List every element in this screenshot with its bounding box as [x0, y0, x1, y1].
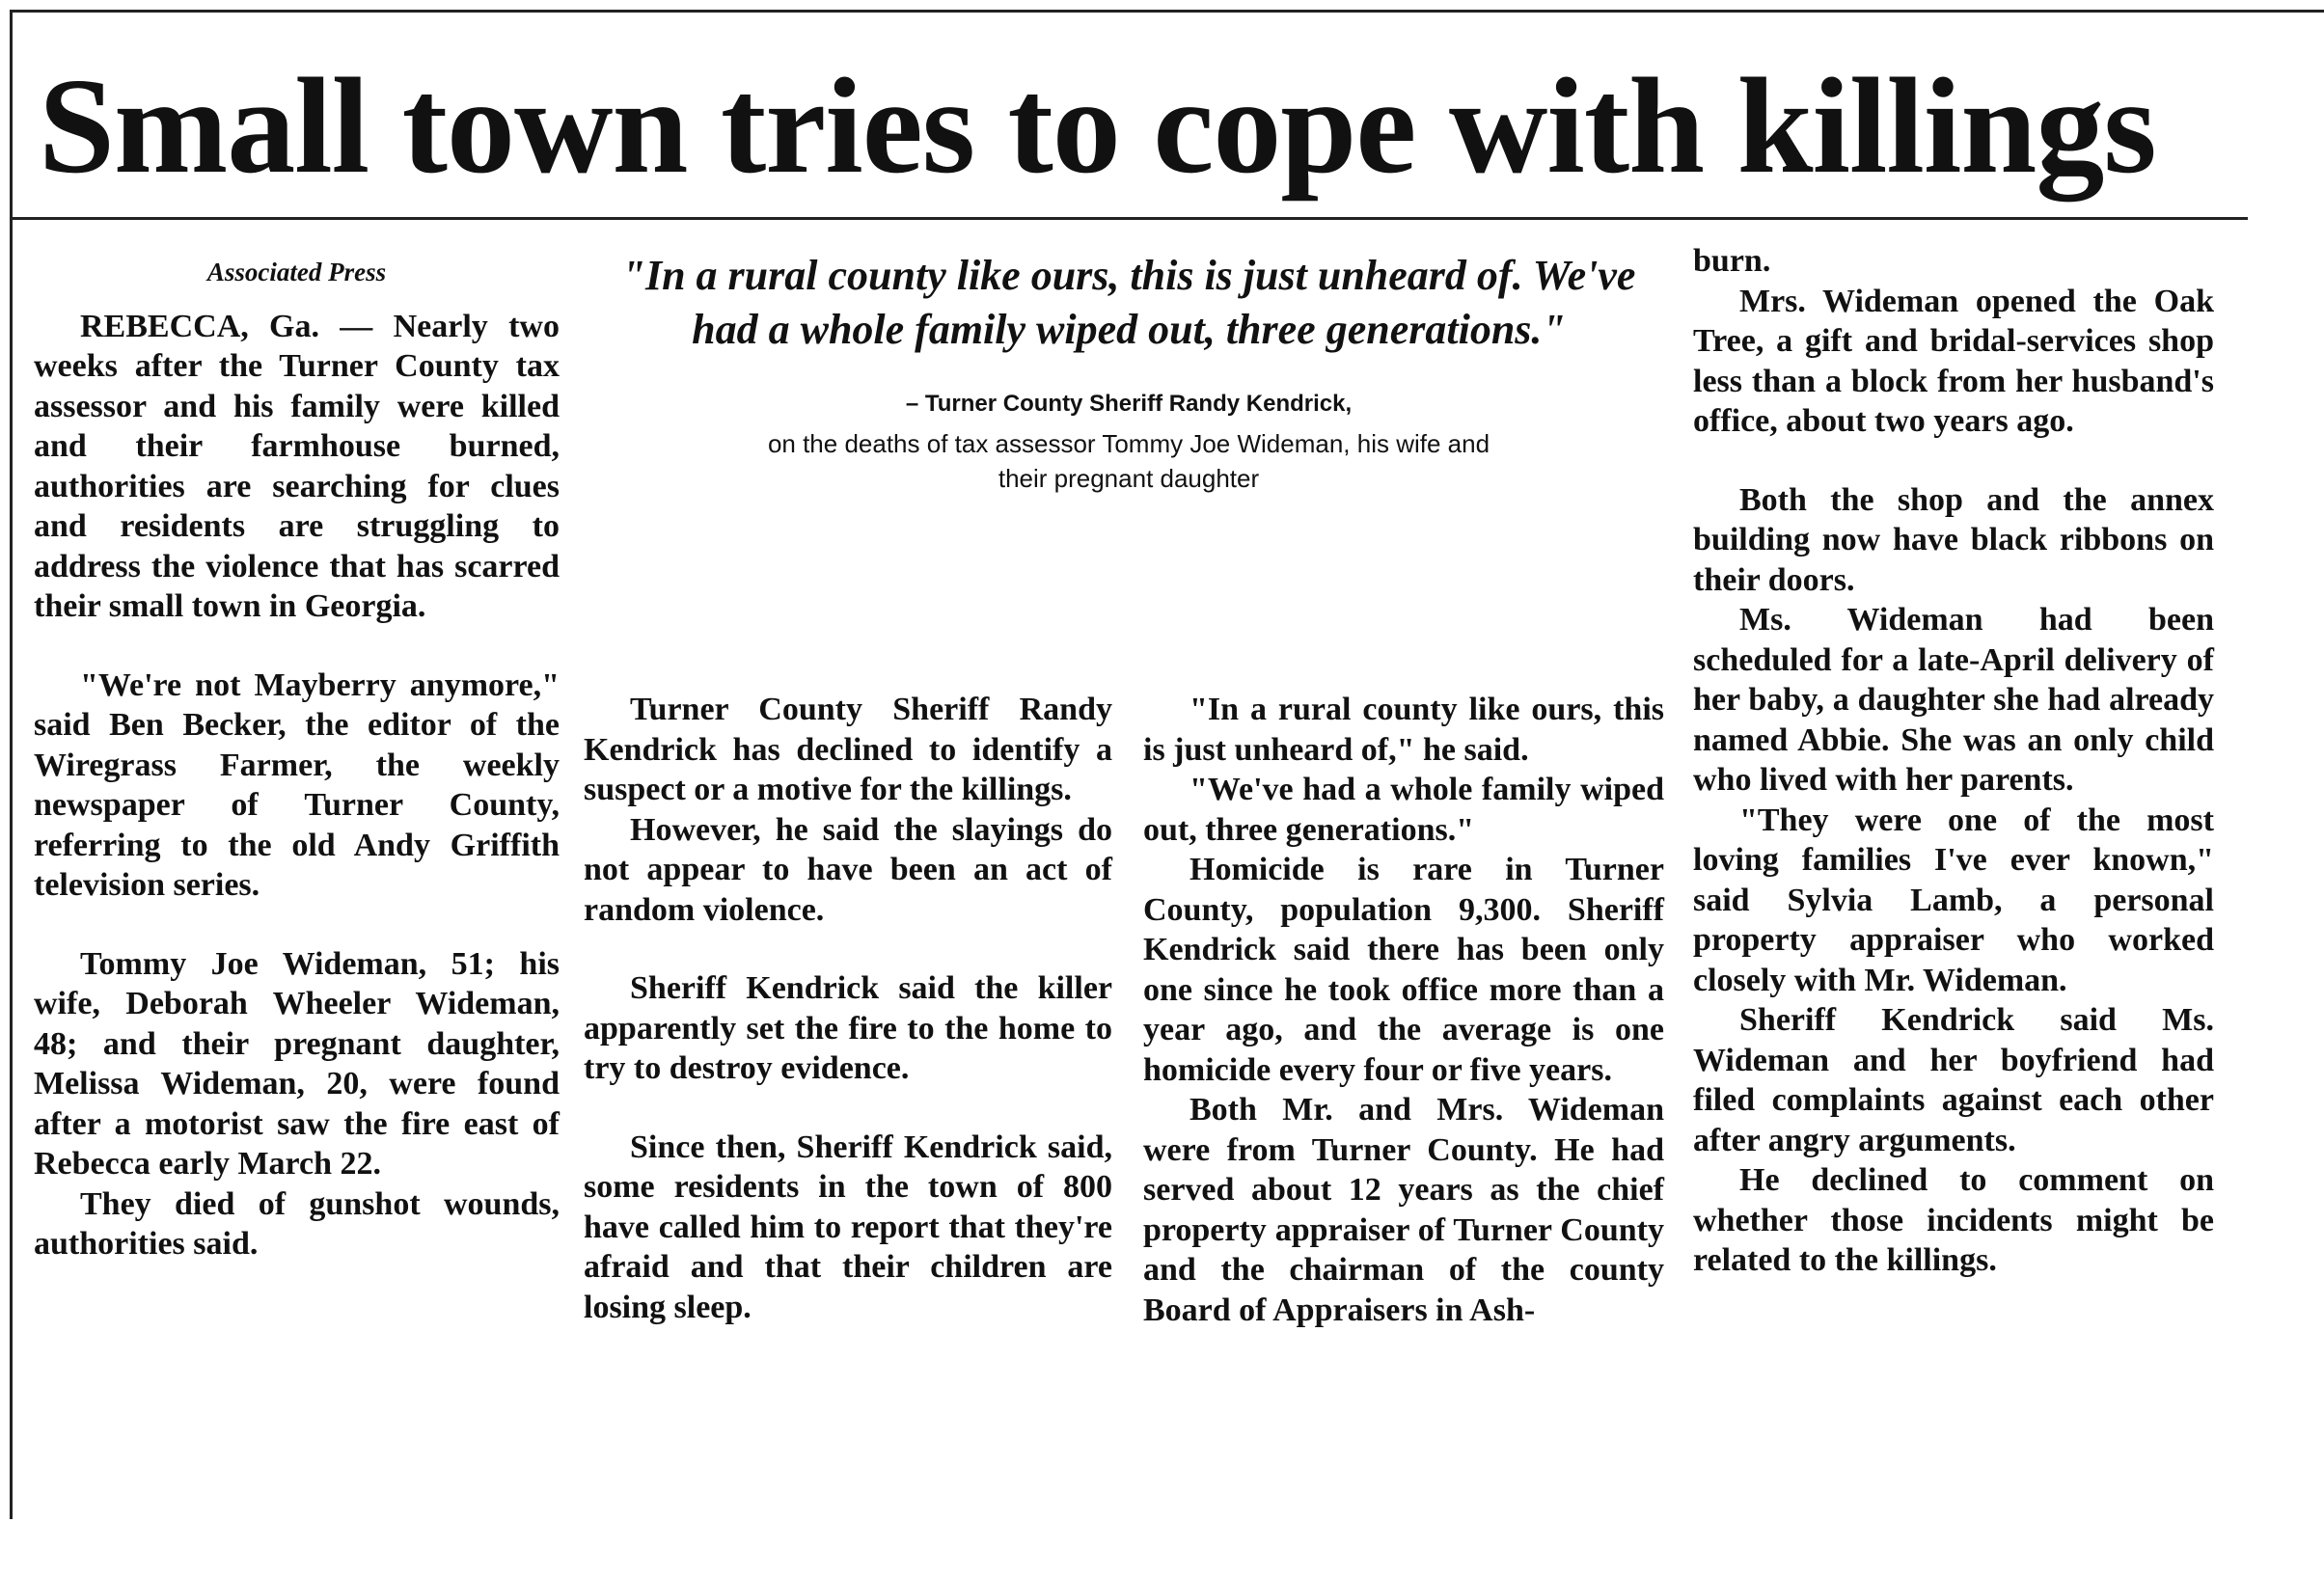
pull-quote-attribution: – Turner County Sheriff Randy Kendrick, — [905, 391, 1353, 417]
headline: Small town tries to cope with killings — [39, 49, 2156, 202]
paragraph: "We've had a whole family wiped out, three generations." — [1143, 772, 1664, 848]
pull-quote-context-line: their pregnant daughter — [998, 464, 1260, 493]
column-4 — [1693, 241, 2214, 1281]
paragraph: Ms. Wideman had been scheduled for a late-April delivery of her baby, a daughter she had already named Abbie. She was an only child who lived with her parents. — [1693, 602, 2214, 798]
paragraph: Homicide is rare in Turner County, population 9,300. Sheriff Kendrick said there has been only one since he took office more than a year ago, and the average is one homicide every four or five years. — [1143, 852, 1664, 1088]
column-3 — [1143, 690, 1664, 1330]
paragraph: "They were one of the most loving families I've ever known," said Sylvia Lamb, a personal property appraiser who worked closely with Mr. Wideman. — [1693, 802, 2214, 998]
paragraph: burn. — [1693, 243, 1771, 279]
pull-quote-context-line: on the deaths of tax assessor Tommy Joe Wideman, his wife and — [767, 429, 1490, 458]
paragraph: Sheriff Kendrick said the killer apparently set the fire to the home to try to destroy evidence. — [584, 970, 1112, 1086]
paragraph: Both the shop and the annex building now have black ribbons on their doors. — [1693, 481, 2214, 598]
pull-quote-text: "In a rural county like ours, this is just unheard of. We've had a whole family wiped out, three generations." — [621, 252, 1636, 353]
paragraph: Since then, Sheriff Kendrick said, some residents in the town of 800 have called him to report that they're afraid and that their children are losing sleep. — [584, 1128, 1112, 1325]
pull-quote-context — [598, 426, 1659, 496]
paragraph: Turner County Sheriff Randy Kendrick has declined to identify a suspect or a motive for the killings. — [584, 692, 1112, 807]
paragraph: Tommy Joe Wideman, 51; his wife, Deborah Wheeler Wideman, 48; and their pregnant daughter, Melissa Wideman, 20, were found after a motorist saw the fire east of Rebecca early March 22. — [34, 945, 560, 1182]
paragraph: Mrs. Wideman opened the Oak Tree, a gift and bridal-services shop less than a block from her husband's office, about two years ago. — [1693, 283, 2214, 439]
headline-rule — [10, 217, 2248, 220]
paragraph: They died of gunshot wounds, authorities said. — [34, 1185, 560, 1262]
top-border — [10, 10, 2324, 13]
column-1 — [34, 253, 560, 1264]
pull-quote — [598, 249, 1659, 496]
paragraph: "We're not Mayberry anymore," said Ben Becker, the editor of the Wiregrass Farmer, the weekly newspaper of Turner County, referring to the old Andy Griffith television series. — [34, 666, 560, 903]
paragraph: However, he said the slayings do not appear to have been an act of random violence. — [584, 811, 1112, 928]
column-2 — [584, 690, 1112, 1327]
left-border — [10, 10, 13, 1519]
paragraph: REBECCA, Ga. — Nearly two weeks after the Turner County tax assessor and his family were killed and their farmhouse burned, authorities are searching for clues and residents are struggling to address the violence that has scarred their small town in Georgia. — [34, 308, 560, 624]
byline: Associated Press — [206, 258, 387, 286]
paragraph: Sheriff Kendrick said Ms. Wideman and her boyfriend had filed complaints against each other after angry arguments. — [1693, 1002, 2214, 1158]
paragraph: "In a rural county like ours, this is just unheard of," he said. — [1143, 692, 1664, 768]
paragraph: He declined to comment on whether those incidents might be related to the killings. — [1693, 1162, 2214, 1278]
paragraph: Both Mr. and Mrs. Wideman were from Turner County. He had served about 12 years as the chief property appraiser of Turner County and the chairman of the county Board of Appraisers in Ash- — [1143, 1092, 1664, 1328]
